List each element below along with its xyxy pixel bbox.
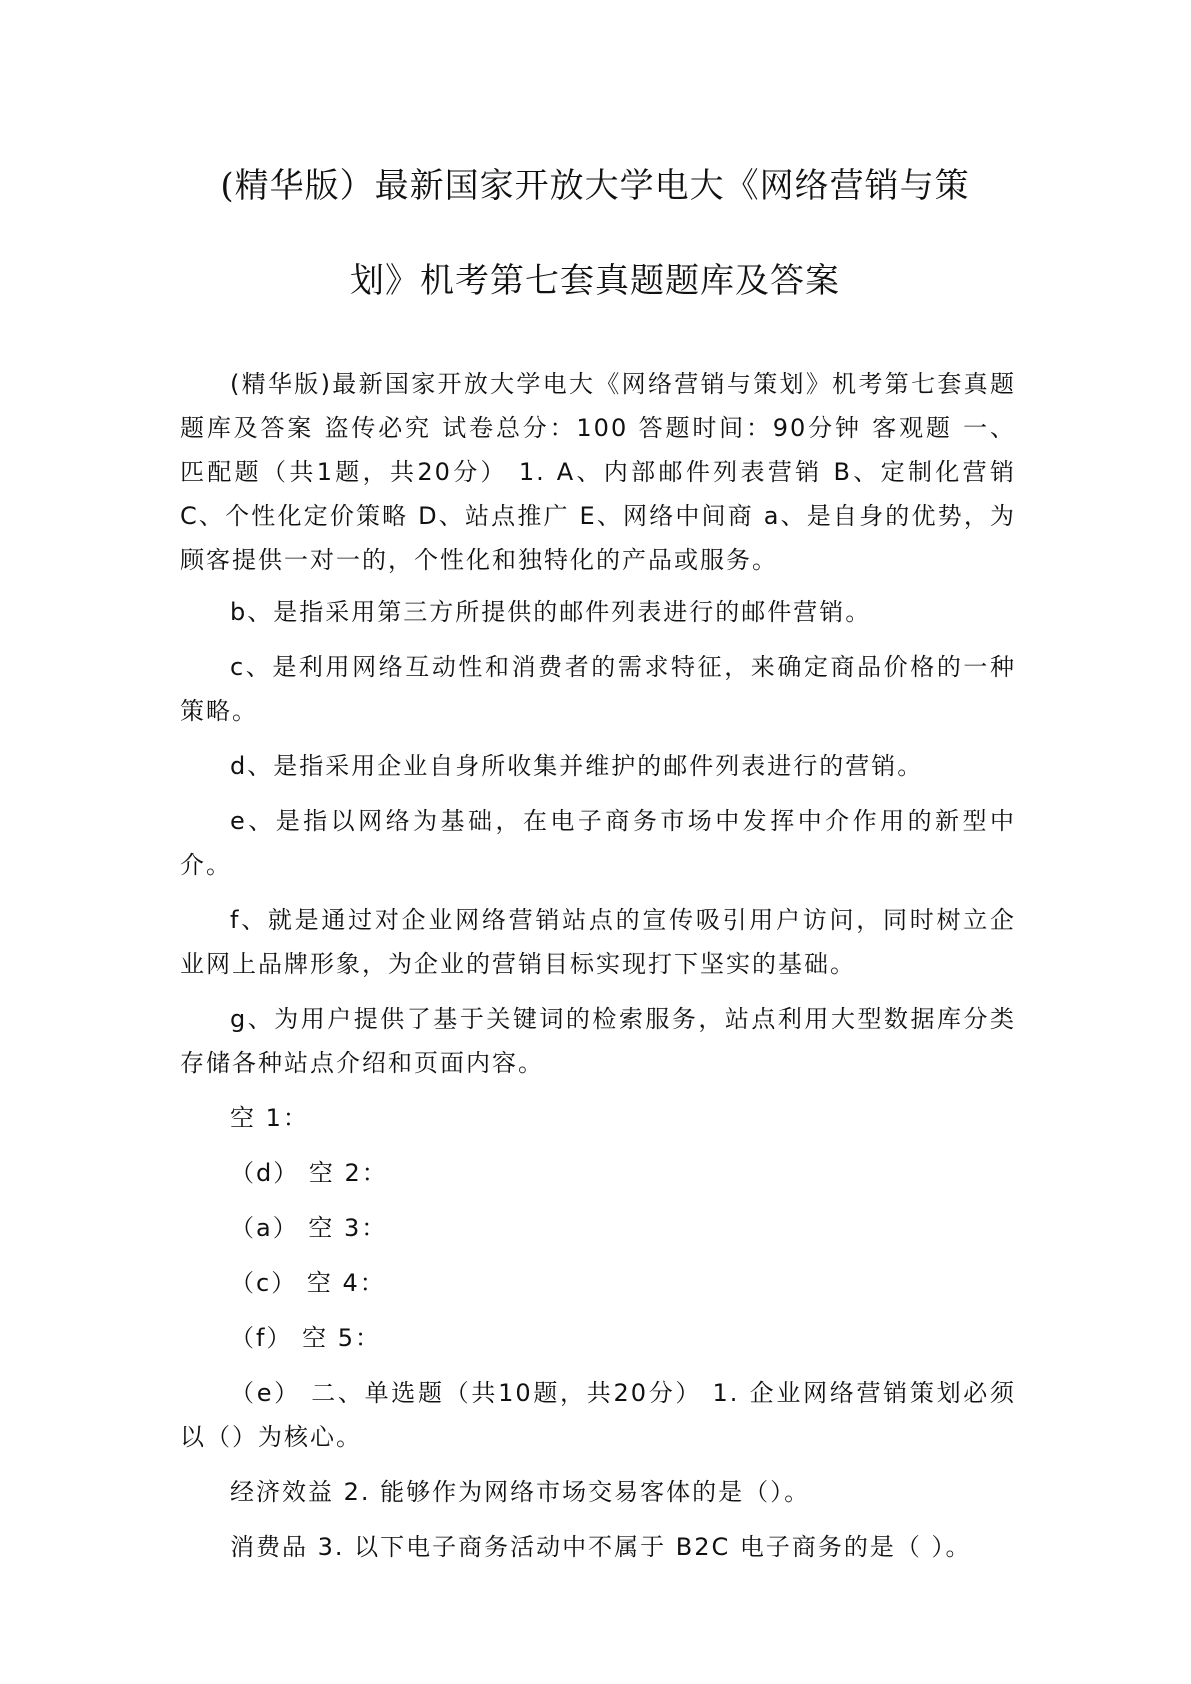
answer-question-1-line: 经济效益 2. 能够作为网络市场交易客体的是（）。 xyxy=(230,1478,811,1506)
intro-paragraph: (精华版)最新国家开放大学电大《网络营销与策划》机考第七套真题题库及答案 盗传必究 试卷总分：100 答题时间：90分钟 客观题 一、匹配题（共1题，共20分） 1. A、内部邮件列表营销 B、定制化营销 C、个性化定价策略 D、站点推广 E、网络中间商 a、是自身的优势，为顾客提供一对一的，个性化和独特化的产品或服务。 xyxy=(180,370,1016,574)
answer-question-2-line: 消费品 3. 以下电子商务活动中不属于 B2C 电子商务的是（ ）。 xyxy=(230,1533,972,1561)
paragraph-d: d、是指采用企业自身所收集并维护的邮件列表进行的营销。 xyxy=(230,752,924,780)
blank-4-line: （c） 空 4： xyxy=(230,1269,386,1297)
single-choice-section-start: （e） 二、单选题（共10题，共20分） 1. 企业网络营销策划必须以（）为核心。 xyxy=(180,1379,1016,1451)
document-title-line-2: 划》机考第七套真题题库及答案 xyxy=(350,261,840,301)
paragraph-c: c、是利用网络互动性和消费者的需求特征，来确定商品价格的一种策略。 xyxy=(180,653,1016,725)
blank-1-line: 空 1： xyxy=(230,1104,309,1132)
blank-5-line: （f） 空 5： xyxy=(230,1324,381,1352)
document-title-line-1: (精华版）最新国家开放大学电大《网络营销与策 xyxy=(220,166,970,206)
paragraph-b: b、是指采用第三方所提供的邮件列表进行的邮件营销。 xyxy=(230,598,872,626)
document-body xyxy=(180,362,1016,1580)
paragraph-e: e、是指以网络为基础，在电子商务市场中发挥中介作用的新型中介。 xyxy=(180,807,1016,879)
paragraph-g: g、为用户提供了基于关键词的检索服务，站点利用大型数据库分类存储各种站点介绍和页面内容。 xyxy=(180,1005,1016,1077)
blank-2-line: （d） 空 2： xyxy=(230,1159,388,1187)
paragraph-f: f、就是通过对企业网络营销站点的宣传吸引用户访问，同时树立企业网上品牌形象，为企业的营销目标实现打下坚实的基础。 xyxy=(180,906,1016,978)
blank-3-line: （a） 空 3： xyxy=(230,1214,388,1242)
